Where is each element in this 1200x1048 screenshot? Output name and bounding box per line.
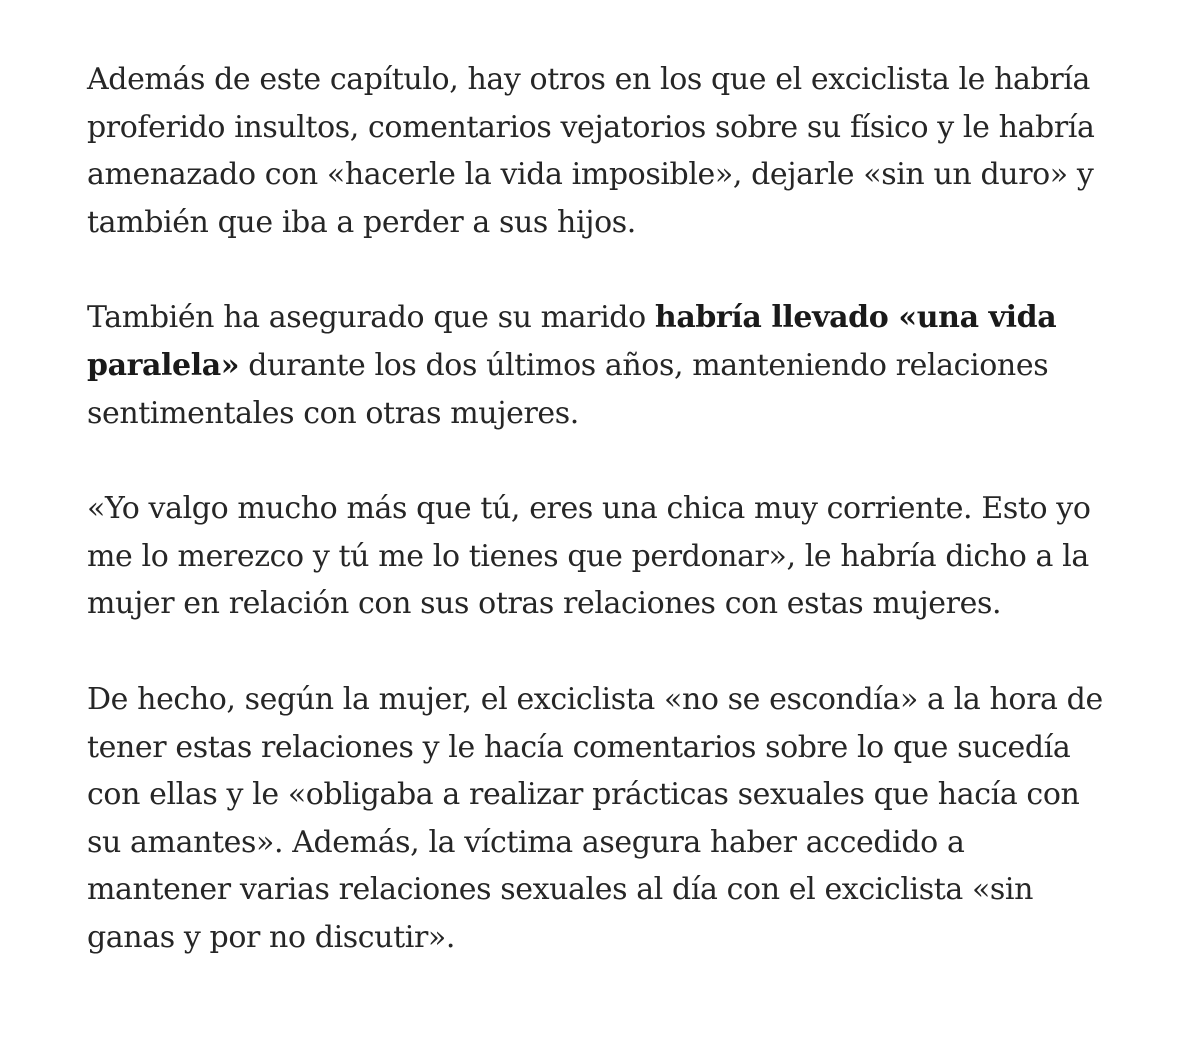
article-body	[87, 56, 1117, 1010]
paragraph-4: De hecho, según la mujer, el exciclista «no se escondía» a la hora de tener estas relaciones y le hacía comentarios sobre lo que sucedía con ellas y le «obligaba a realizar prácticas sexuales que hacía con su amantes». Además, la víctima asegura haber accedido a mantener varias relaciones sexuales al día con el exciclista «sin ganas y por no discutir».	[87, 681, 1103, 955]
paragraph-1: Además de este capítulo, hay otros en los que el exciclista le habría proferido insultos, comentarios vejatorios sobre su físico y le habría amenazado con «hacerle la vida imposible», dejarle «sin un duro» y también que iba a perder a sus hijos.	[87, 62, 1095, 240]
paragraph-2-bold-text: habría llevado «una vida paralela»	[87, 300, 1057, 383]
paragraph-2-text-after: durante los dos últimos años, manteniendo relaciones sentimentales con otras mujeres.	[87, 347, 1049, 431]
paragraph-2-text-before: También ha asegurado que su marido	[87, 300, 655, 336]
paragraph-3: «Yo valgo mucho más que tú, eres una chica muy corriente. Esto yo me lo merezco y tú me lo tienes que perdonar», le habría dicho a la mujer en relación con sus otras relaciones con estas mujeres.	[87, 491, 1091, 622]
paragraph-2	[87, 294, 1117, 437]
